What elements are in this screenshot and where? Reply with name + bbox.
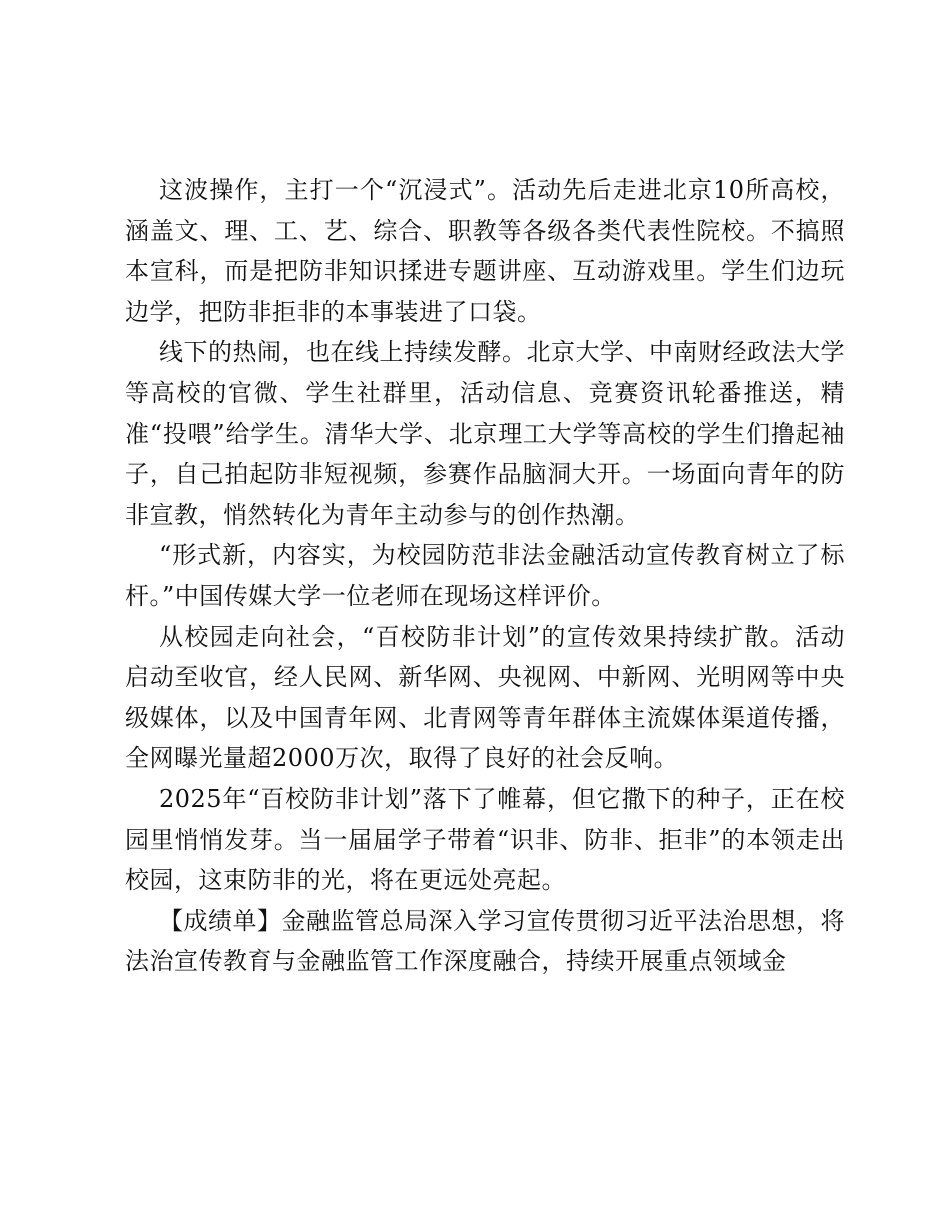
paragraph-achievements: 【成绩单】金融监管总局深入学习宣传贯彻习近平法治思想，将法治宣传教育与金融监管工作深度融合，持续开展重点领域金 <box>125 906 845 976</box>
paragraph-conclusion: 2025年“百校防非计划”落下了帷幕，但它撒下的种子，正在校园里悄悄发芽。当一届届学子带着“识非、防非、拒非”的本领走出校园，这束防非的光，将在更远处亮起。 <box>125 784 845 895</box>
article-body <box>125 170 845 982</box>
paragraph-teacher-quote: “形式新，内容实，为校园防范非法金融活动宣传教育树立了标杆。”中国传媒大学一位老师在现场这样评价。 <box>125 541 845 610</box>
paragraph-media-coverage: 从校园走向社会，“百校防非计划”的宣传效果持续扩散。活动启动至收官，经人民网、新华网、央视网、中新网、光明网等中央级媒体，以及中国青年网、北青网等青年群体主流媒体渠道传播，全网曝光量超2000万次，取得了良好的社会反响。 <box>125 622 845 773</box>
paragraph-online-promotion: 线下的热闹，也在线上持续发酵。北京大学、中南财经政法大学等高校的官微、学生社群里，活动信息、竞赛资讯轮番推送，精准“投喂”给学生。清华大学、北京理工大学等高校的学生们撸起袖子，自己拍起防非短视频，参赛作品脑洞大开。一场面向青年的防非宣教，悄然转化为青年主动参与的创作热潮。 <box>125 338 845 529</box>
paragraph-immersive-activity: 这波操作，主打一个“沉浸式”。活动先后走进北京10所高校，涵盖文、理、工、艺、综合、职教等各级各类代表性院校。不搞照本宣科，而是把防非知识揉进专题讲座、互动游戏里。学生们边玩边学，把防非拒非的本事装进了口袋。 <box>125 176 845 326</box>
